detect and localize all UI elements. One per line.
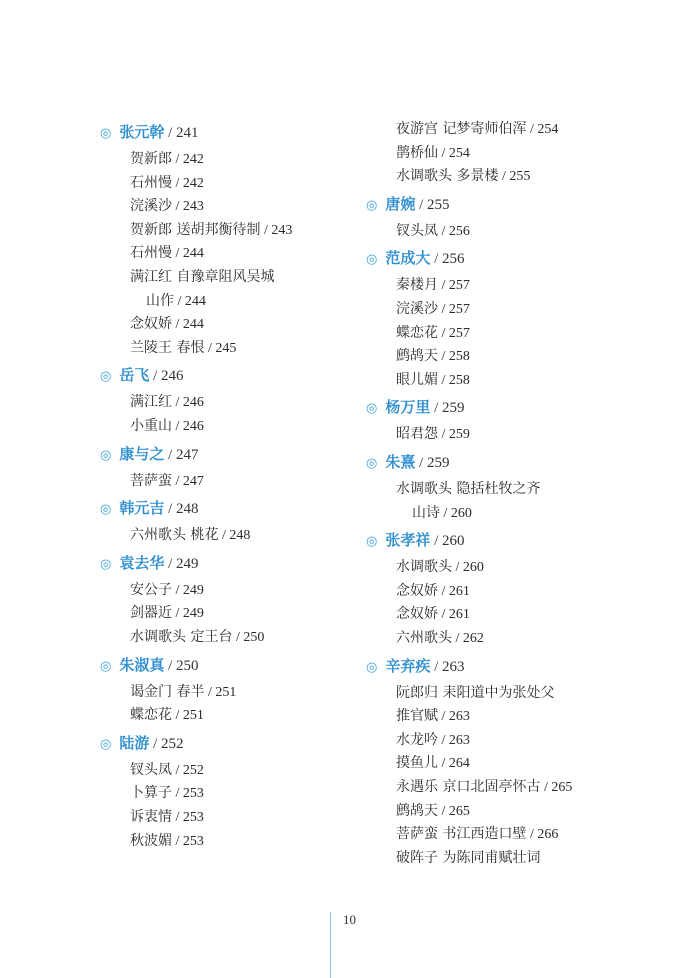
poem-title: 菩萨蛮 书江西造口壁 — [396, 826, 527, 843]
toc-poem-entry: 谒金门 春半 / 251 — [130, 683, 237, 700]
page-ref: 249 — [182, 582, 204, 598]
bullet-circle-icon: ◎ — [366, 252, 378, 268]
author-name: 张元幹 — [119, 123, 165, 141]
page-ref: 243 — [182, 199, 204, 215]
toc-author-entry: ◎ 岳飞 / 246 — [100, 366, 184, 385]
author-name: 范成大 — [385, 249, 431, 268]
poem-title: 昭君怨 — [396, 426, 438, 443]
page-ref: 244 — [182, 317, 204, 333]
toc-poem-entry: 眼儿媚 / 258 — [396, 371, 470, 388]
toc-poem-entry: 鹧鸪天 / 258 — [396, 348, 470, 365]
toc-poem-entry: 水龙吟 / 263 — [396, 731, 470, 748]
poem-title: 摸鱼儿 — [396, 755, 438, 772]
toc-poem-entry: 永遇乐 京口北固亭怀古 / 265 — [396, 779, 573, 795]
page-ref: 255 — [509, 169, 531, 185]
toc-poem-entry: 小重山 / 246 — [130, 418, 204, 434]
page-ref: 247 — [182, 473, 204, 489]
author-name: 杨万里 — [385, 398, 431, 417]
poem-title: 满江红 — [130, 394, 172, 411]
author-name: 岳飞 — [119, 366, 150, 385]
poem-title: 水调歌头 定王台 — [130, 629, 233, 645]
footer-divider — [330, 912, 331, 978]
toc-author-entry: ◎ 唐婉 / 255 — [366, 194, 450, 213]
author-name: 康与之 — [119, 444, 165, 463]
toc-author-entry: ◎ 范成大 / 256 — [366, 249, 465, 268]
page-ref: 250 — [176, 657, 199, 674]
poem-title: 鹧鸪天 — [396, 348, 438, 365]
poem-title: 念奴娇 — [396, 606, 438, 623]
toc-author-entry: ◎ 张孝祥 / 260 — [366, 531, 465, 550]
page-ref: 261 — [448, 583, 470, 599]
toc-poem-entry — [130, 267, 274, 287]
page-ref: 249 — [176, 555, 199, 572]
poem-title: 永遇乐 京口北固亭怀古 — [396, 779, 541, 795]
poem-title: 山诗 — [412, 504, 440, 521]
page-ref: 260 — [462, 560, 484, 576]
page-ref: 255 — [427, 196, 450, 213]
poem-title: 水调歌头 多景楼 — [396, 168, 499, 185]
toc-author-entry: ◎ 袁去华 / 249 — [100, 553, 199, 572]
bullet-circle-icon: ◎ — [100, 369, 112, 385]
toc-poem-entry — [396, 479, 540, 499]
toc-poem-entry: 念奴娇 / 244 — [130, 316, 204, 333]
toc-poem-entry: 安公子 / 249 — [130, 581, 204, 598]
page-ref: 257 — [448, 302, 470, 317]
poem-title: 秦楼月 — [396, 277, 438, 294]
page-ref: 251 — [182, 708, 204, 724]
page-ref: 262 — [462, 631, 484, 646]
poem-title: 浣溪沙 — [130, 198, 172, 215]
bullet-circle-icon: ◎ — [366, 659, 378, 675]
page-ref: 253 — [182, 833, 204, 849]
toc-poem-entry: 石州慢 / 244 — [130, 245, 204, 262]
page-ref: 258 — [448, 372, 470, 388]
page-ref: 244 — [184, 293, 206, 309]
page-ref: 241 — [176, 125, 199, 141]
poem-title: 浣溪沙 — [396, 301, 438, 317]
toc-poem-entry: 钗头凤 / 256 — [396, 222, 470, 239]
page-ref: 243 — [271, 222, 293, 238]
page-ref: 259 — [427, 455, 450, 471]
page-ref: 246 — [161, 368, 184, 385]
poem-title: 水龙吟 — [396, 731, 438, 748]
page-ref: 250 — [243, 630, 265, 645]
toc-author-entry: ◎ 张元幹 / 241 — [100, 123, 199, 141]
poem-title: 水调歌头 — [396, 559, 452, 576]
author-name: 袁去华 — [119, 553, 165, 572]
poem-title: 水调歌头 隐括杜牧之齐 — [396, 481, 541, 497]
poem-title: 秋波媚 — [130, 832, 172, 849]
toc-poem-entry: 六州歌头 / 262 — [396, 630, 484, 646]
toc-poem-entry: 兰陵王 春恨 / 245 — [130, 339, 237, 356]
author-name: 韩元吉 — [119, 499, 165, 518]
page-number: 10 — [343, 912, 356, 927]
page-ref: 254 — [537, 122, 559, 137]
poem-title: 念奴娇 — [130, 316, 172, 333]
page-ref: 256 — [442, 251, 465, 268]
page-ref: 246 — [182, 395, 204, 411]
bullet-circle-icon: ◎ — [100, 658, 112, 674]
page-ref: 254 — [448, 145, 470, 161]
poem-title: 剑器近 — [130, 605, 172, 622]
page-ref: 264 — [448, 756, 470, 772]
page-ref: 263 — [442, 658, 465, 675]
page-ref: 265 — [448, 803, 470, 819]
toc-poem-entry: 水调歌头 / 260 — [396, 559, 484, 576]
author-name: 朱淑真 — [119, 655, 165, 674]
page-ref: 260 — [450, 505, 472, 521]
poem-title: 山作 — [146, 292, 174, 309]
author-name: 张孝祥 — [385, 531, 431, 550]
toc-poem-entry: 念奴娇 / 261 — [396, 582, 470, 599]
toc-poem-entry: 山诗 / 260 — [412, 504, 472, 521]
toc-poem-entry — [396, 848, 540, 868]
page-ref: 249 — [182, 606, 204, 622]
bullet-circle-icon: ◎ — [100, 556, 112, 572]
bullet-circle-icon: ◎ — [100, 447, 112, 463]
toc-poem-entry: 卜算子 / 253 — [130, 785, 204, 802]
toc-author-entry: ◎ 朱熹 / 259 — [366, 453, 450, 471]
page-ref: 253 — [182, 810, 204, 825]
author-name: 唐婉 — [385, 194, 416, 213]
toc-author-entry: ◎ 杨万里 / 259 — [366, 398, 465, 417]
toc-poem-entry: 摸鱼儿 / 264 — [396, 755, 470, 772]
poem-title: 鹧鸪天 — [396, 802, 438, 819]
poem-title: 念奴娇 — [396, 582, 438, 599]
page-ref: 257 — [448, 325, 470, 341]
toc-poem-entry: 钗头凤 / 252 — [130, 761, 204, 778]
poem-title: 钗头凤 — [396, 222, 438, 239]
poem-title: 贺新郎 — [130, 151, 172, 167]
poem-title: 贺新郎 送胡邦衡待制 — [130, 221, 261, 238]
page-ref: 252 — [161, 735, 184, 752]
bullet-circle-icon: ◎ — [366, 456, 378, 471]
toc-poem-entry: 山作 / 244 — [146, 292, 206, 309]
poem-title: 菩萨蛮 — [130, 472, 172, 489]
toc-poem-entry: 满江红 / 246 — [130, 394, 204, 411]
toc-poem-entry: 浣溪沙 / 257 — [396, 301, 470, 317]
page-ref: 253 — [182, 786, 204, 802]
bullet-circle-icon: ◎ — [100, 126, 112, 141]
toc-poem-entry: 昭君怨 / 259 — [396, 426, 470, 443]
bullet-circle-icon: ◎ — [366, 534, 378, 550]
toc-poem-entry: 蝶恋花 / 257 — [396, 324, 470, 341]
page-ref: 242 — [182, 175, 204, 191]
poem-title: 石州慢 — [130, 174, 172, 191]
toc-poem-entry: 六州歌头 桃花 / 248 — [130, 527, 251, 544]
toc-poem-entry: 水调歌头 多景楼 / 255 — [396, 168, 531, 185]
page-ref: 242 — [182, 152, 204, 167]
poem-title: 蝶恋花 — [396, 324, 438, 341]
bullet-circle-icon: ◎ — [366, 197, 378, 213]
poem-title: 六州歌头 — [396, 630, 452, 646]
toc-poem-entry: 蝶恋花 / 251 — [130, 707, 204, 724]
author-name: 辛弃疾 — [385, 656, 431, 675]
page-ref: 245 — [215, 340, 237, 356]
page-ref: 251 — [215, 684, 237, 700]
toc-author-entry: ◎ 康与之 / 247 — [100, 444, 199, 463]
page-ref: 246 — [182, 419, 204, 434]
toc-poem-entry: 贺新郎 送胡邦衡待制 / 243 — [130, 221, 293, 238]
toc-poem-entry: 念奴娇 / 261 — [396, 606, 470, 623]
toc-poem-entry — [396, 683, 554, 703]
toc-poem-entry: 水调歌头 定王台 / 250 — [130, 629, 265, 645]
toc-author-entry: ◎ 辛弃疾 / 263 — [366, 656, 465, 675]
toc-poem-entry: 夜游宫 记梦寄师伯浑 / 254 — [396, 121, 559, 137]
page-ref: 261 — [448, 607, 470, 623]
toc-poem-entry: 剑器近 / 249 — [130, 605, 204, 622]
page-ref: 258 — [448, 349, 470, 365]
poem-title: 谒金门 春半 — [130, 683, 205, 700]
page-ref: 257 — [448, 278, 470, 294]
toc-author-entry: ◎ 陆游 / 252 — [100, 733, 184, 752]
toc-poem-entry: 石州慢 / 242 — [130, 174, 204, 191]
bullet-circle-icon: ◎ — [100, 502, 112, 518]
page-ref: 244 — [182, 246, 204, 262]
page-ref: 252 — [182, 762, 204, 778]
poem-title: 钗头凤 — [130, 761, 172, 778]
toc-poem-entry: 秋波媚 / 253 — [130, 832, 204, 849]
poem-title: 夜游宫 记梦寄师伯浑 — [396, 121, 527, 137]
toc-poem-entry: 贺新郎 / 242 — [130, 151, 204, 167]
poem-title: 卜算子 — [130, 785, 172, 802]
toc-poem-entry: 菩萨蛮 / 247 — [130, 472, 204, 489]
author-name: 朱熹 — [385, 453, 416, 471]
toc-poem-entry: 鹧鸪天 / 265 — [396, 802, 470, 819]
page-ref: 248 — [229, 528, 251, 544]
bullet-circle-icon: ◎ — [100, 736, 112, 752]
poem-title: 石州慢 — [130, 245, 172, 262]
page-ref: 259 — [442, 400, 465, 417]
page-ref: 263 — [448, 709, 470, 725]
poem-title: 小重山 — [130, 418, 172, 434]
poem-title: 安公子 — [130, 581, 172, 598]
author-name: 陆游 — [119, 733, 150, 752]
page-ref: 247 — [176, 446, 199, 463]
page-ref: 263 — [448, 732, 470, 748]
poem-title: 眼儿媚 — [396, 371, 438, 388]
page-ref: 259 — [448, 427, 470, 443]
toc-poem-entry: 诉衷情 / 253 — [130, 809, 204, 825]
toc-author-entry: ◎ 韩元吉 / 248 — [100, 499, 199, 518]
poem-title: 六州歌头 桃花 — [130, 527, 219, 544]
poem-title: 蝶恋花 — [130, 707, 172, 724]
toc-poem-entry: 浣溪沙 / 243 — [130, 198, 204, 215]
page-ref: 248 — [176, 501, 199, 518]
toc-poem-entry: 鹊桥仙 / 254 — [396, 144, 470, 161]
toc-poem-entry: 菩萨蛮 书江西造口壁 / 266 — [396, 826, 559, 843]
bullet-circle-icon: ◎ — [366, 401, 378, 417]
toc-poem-entry: 推官赋 / 263 — [396, 708, 470, 725]
toc-author-entry: ◎ 朱淑真 / 250 — [100, 655, 199, 674]
poem-title: 破阵子 为陈同甫赋壮词 — [396, 849, 541, 866]
poem-title: 诉衷情 — [130, 809, 172, 825]
page-ref: 256 — [448, 223, 470, 239]
poem-title: 满江红 自豫章阻风吴城 — [130, 269, 275, 285]
poem-title: 推官赋 — [396, 708, 438, 725]
page-ref: 260 — [442, 533, 465, 550]
page-ref: 265 — [551, 780, 573, 795]
page-ref: 266 — [537, 827, 559, 843]
poem-title: 鹊桥仙 — [396, 144, 438, 161]
poem-title: 阮郎归 耒阳道中为张处父 — [396, 684, 555, 701]
toc-poem-entry: 秦楼月 / 257 — [396, 277, 470, 294]
poem-title: 兰陵王 春恨 — [130, 339, 205, 356]
